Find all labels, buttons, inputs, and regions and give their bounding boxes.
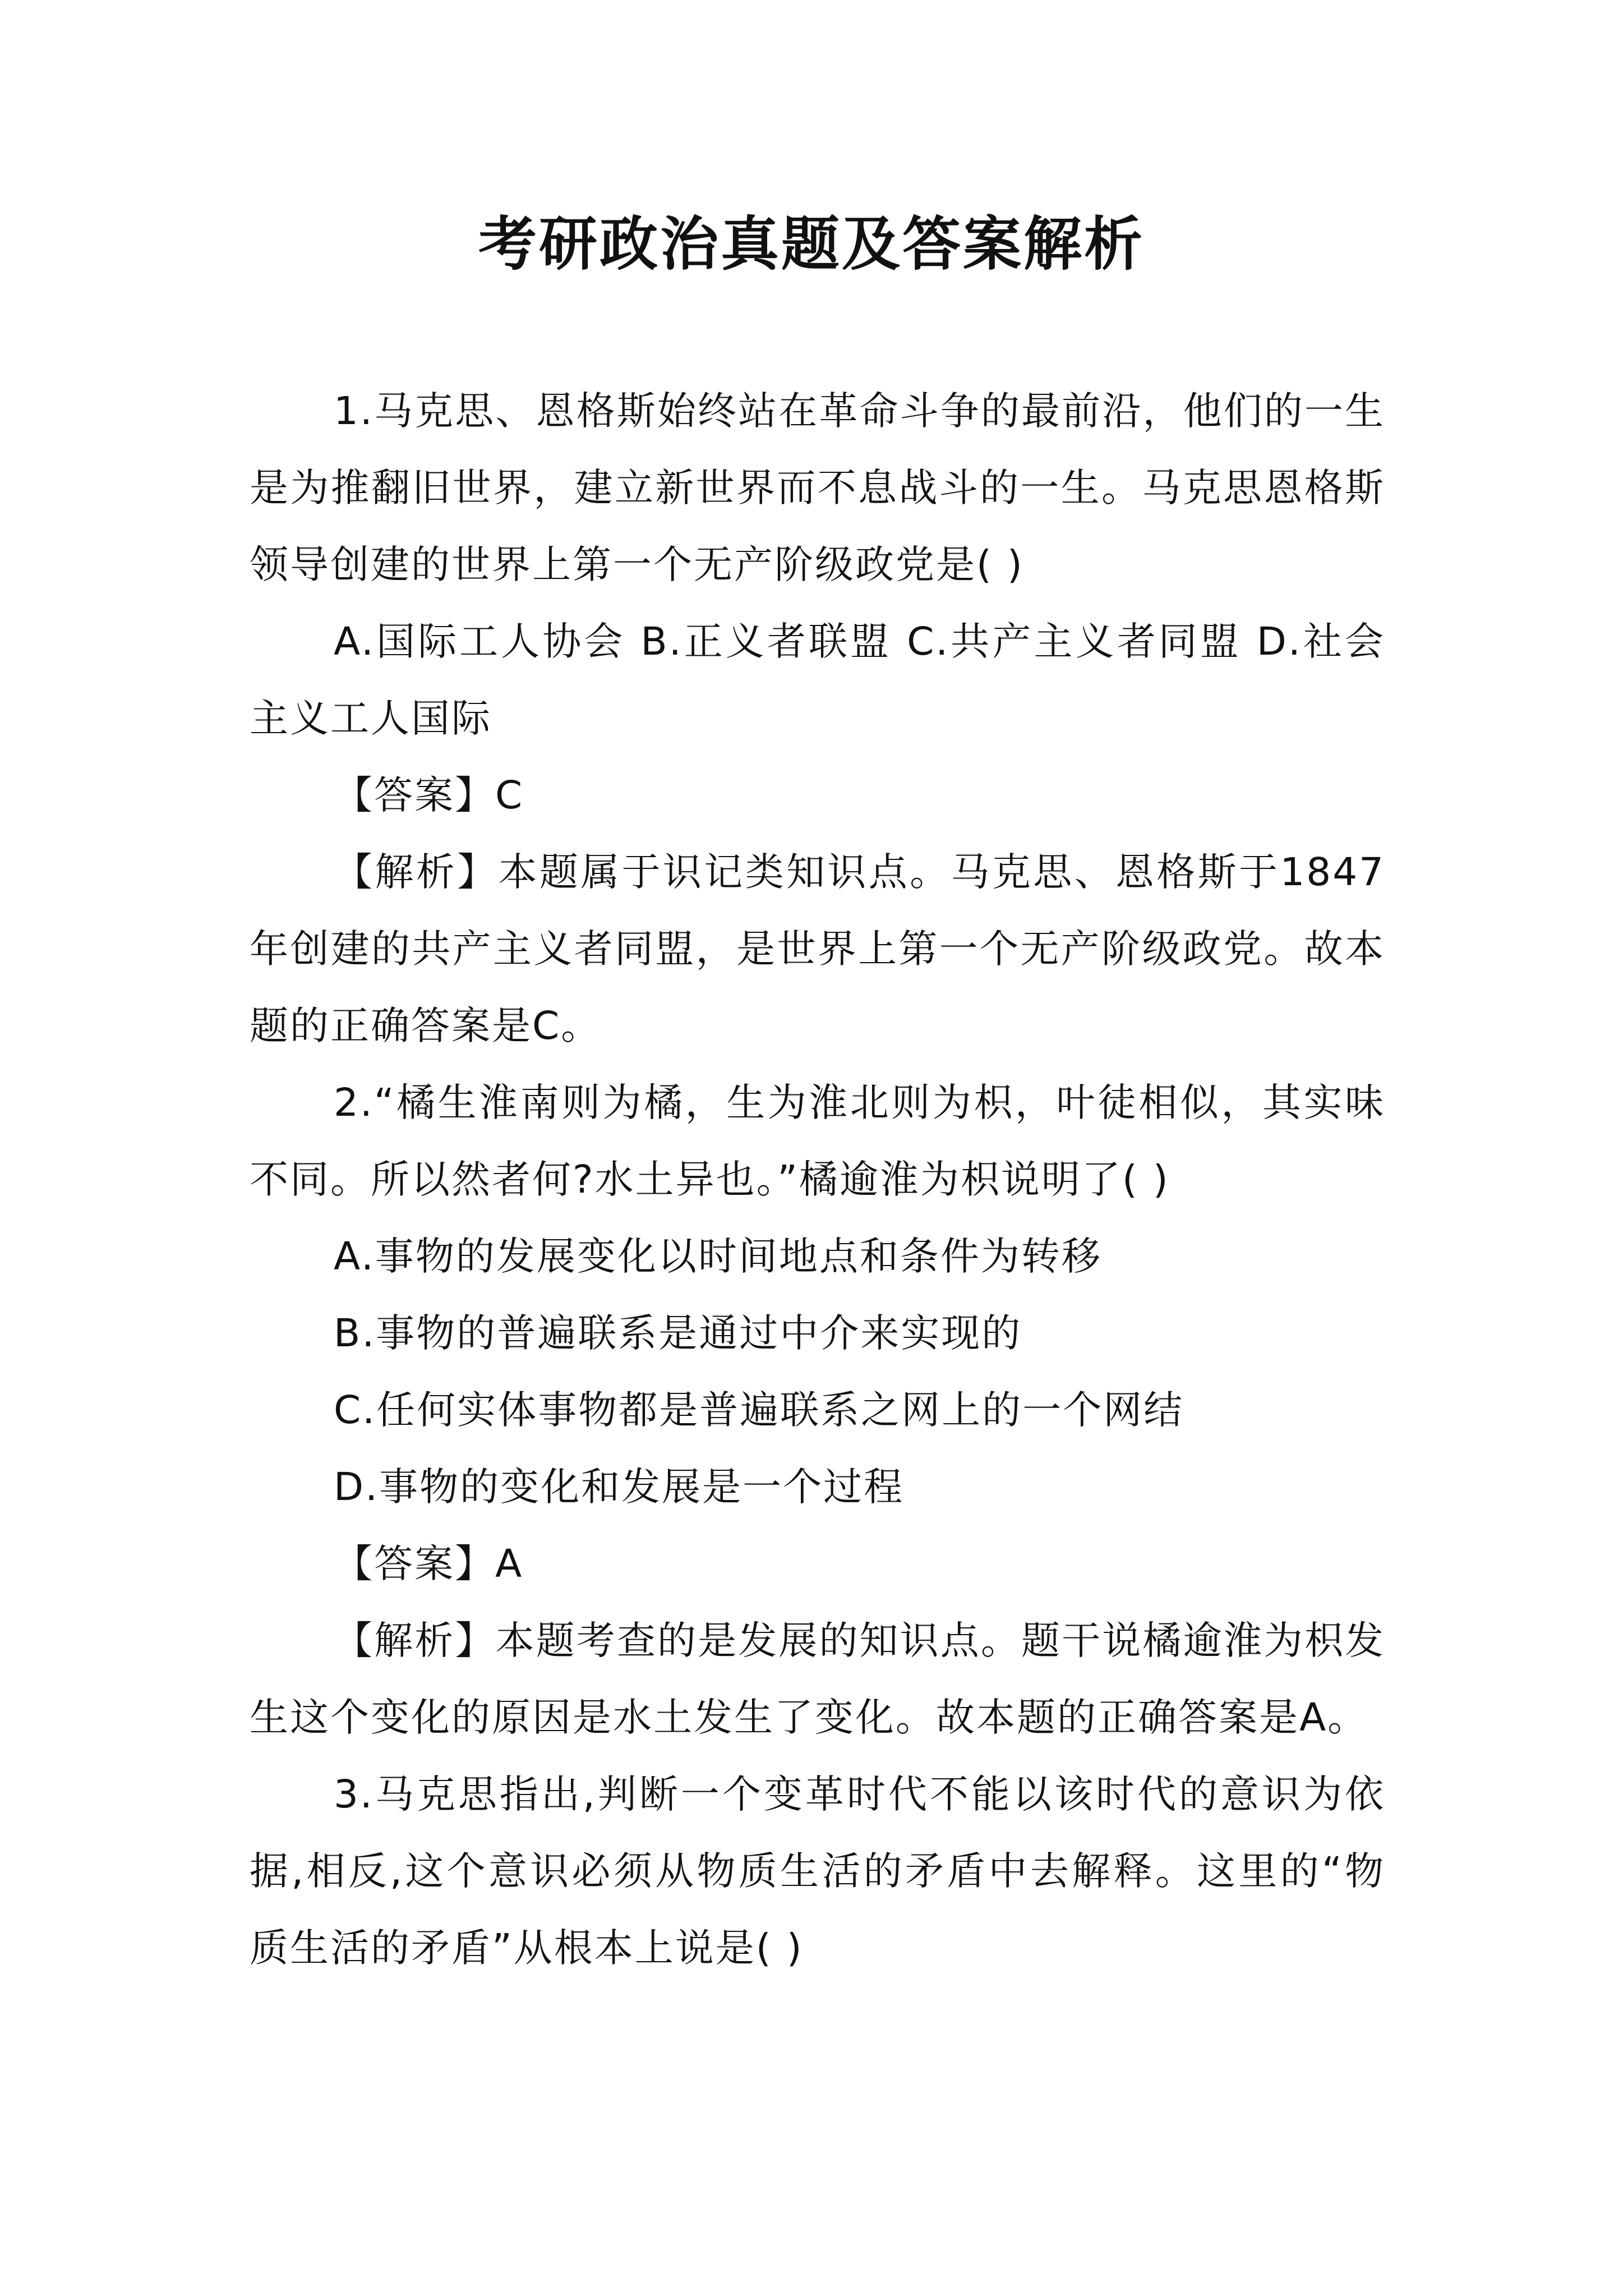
document-body <box>250 373 1385 1987</box>
question-2-option-c: C.任何实体事物都是普遍联系之网上的一个网结 <box>334 1388 1184 1433</box>
question-3-stem: 3.马克思指出,判断一个变革时代不能以该时代的意识为依据,相反,这个意识必须从物质生活的矛盾中去解释。这里的“物质生活的矛盾”从根本上说是( ) <box>250 1772 1385 1971</box>
question-2-option-a: A.事物的发展变化以时间地点和条件为转移 <box>334 1234 1102 1279</box>
document-title: 考研政治真题及答案解析 <box>478 209 1145 278</box>
question-2-answer: 【答案】A <box>334 1542 524 1586</box>
question-1-options: A.国际工人协会 B.正义者联盟 C.共产主义者同盟 D.社会主义工人国际 <box>250 619 1385 741</box>
question-2-option-b: B.事物的普遍联系是通过中介来实现的 <box>334 1311 1022 1356</box>
question-1-stem: 1.马克思、恩格斯始终站在革命斗争的最前沿，他们的一生是为推翻旧世界，建立新世界而不息战斗的一生。马克思恩格斯领导创建的世界上第一个无产阶级政党是( ) <box>250 389 1385 587</box>
question-1-answer: 【答案】C <box>334 773 524 818</box>
question-2-stem: 2.“橘生淮南则为橘，生为淮北则为枳，叶徒相似，其实味不同。所以然者何?水土异也。”橘逾淮为枳说明了( ) <box>250 1080 1385 1202</box>
question-2-option-d: D.事物的变化和发展是一个过程 <box>334 1465 905 1510</box>
question-2-analysis: 【解析】本题考查的是发展的知识点。题干说橘逾淮为枳发生这个变化的原因是水土发生了变化。故本题的正确答案是A。 <box>250 1618 1385 1740</box>
question-1-analysis: 【解析】本题属于识记类知识点。马克思、恩格斯于1847年创建的共产主义者同盟，是世界上第一个无产阶级政党。故本题的正确答案是C。 <box>250 850 1385 1048</box>
